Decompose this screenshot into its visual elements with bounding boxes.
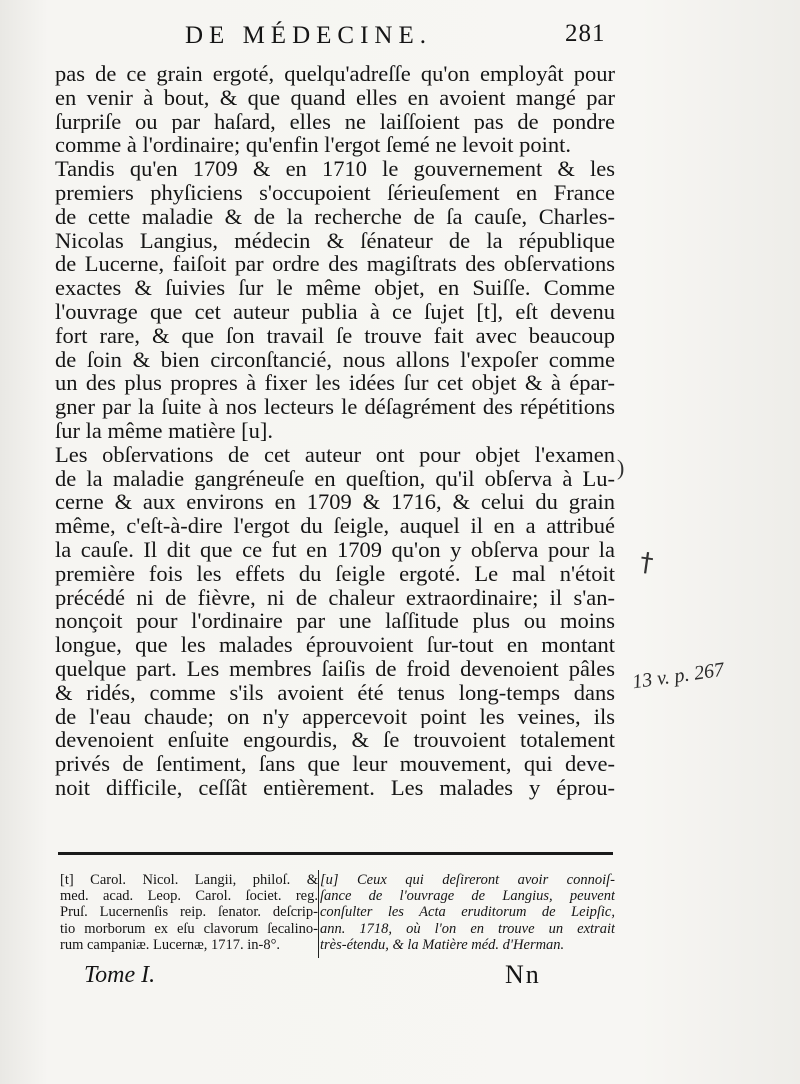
footnote-rule bbox=[58, 852, 613, 855]
body-line: & ridés, comme s'ils avoient été tenus long-temps dans bbox=[55, 680, 615, 705]
body-line: première fois les effets du ſeigle ergoté. Le mal n'étoit bbox=[55, 561, 615, 586]
body-line: ſur la même matière [u]. bbox=[55, 418, 274, 443]
body-line: la cauſe. Il dit que ce fut en 1709 qu'on y obſerva pour la bbox=[55, 537, 615, 562]
margin-note-reference: 13 v. p. 267 bbox=[630, 658, 726, 694]
body-line: privés de ſentiment, ſans que leur mouvement, qui deve- bbox=[55, 752, 615, 776]
body-line: premiers phyſiciens s'occupoient ſérieuſement en France bbox=[55, 180, 615, 205]
footnote-line: rum campaniæ. Lucernæ, 1717. in-8°. bbox=[60, 936, 281, 953]
volume-signature: Tome I. bbox=[84, 962, 156, 988]
margin-bracket-mark: ) bbox=[617, 455, 625, 480]
body-line: gner par la ſuite à nos lecteurs le déſagrément des répétitions bbox=[55, 395, 615, 419]
footnote-t bbox=[60, 872, 318, 953]
footnote-line: [u] Ceux qui deſireront avoir connoiſ- bbox=[320, 872, 615, 888]
body-line: un des plus propres à fixer les idées ſur cet objet & à épar- bbox=[55, 371, 615, 396]
footnote-u bbox=[320, 872, 615, 953]
footnote-line: ann. 1718, où l'on en trouve un extrait bbox=[320, 920, 615, 937]
body-line: de l'eau chaude; on n'y appercevoit point les veines, ils bbox=[55, 704, 615, 729]
body-line: pas de ce grain ergoté, quelqu'adreſſe qu'on employât pour bbox=[55, 62, 615, 86]
body-line: de Lucerne, faiſoit par ordre des magiſtrats des obſervations bbox=[55, 252, 615, 277]
body-line: de ſoin & bien circonſtancié, nous allons l'expoſer comme bbox=[55, 347, 615, 372]
bleed-through-text bbox=[640, 0, 800, 40]
running-title: DE MÉDECINE. bbox=[185, 22, 432, 49]
body-line: même, c'eſt-à-dire l'ergot du ſeigle, auquel il en a attribué bbox=[55, 514, 615, 538]
gathering-signature: Nn bbox=[505, 960, 541, 989]
body-line: Nicolas Langius, médecin & ſénateur de la république bbox=[55, 228, 615, 253]
footnote-line: med. acad. Leop. Carol. ſociet. reg. bbox=[60, 888, 318, 905]
body-line: Tandis qu'en 1709 & en 1710 le gouvernement & les bbox=[55, 157, 615, 181]
body-line: cerne & aux environs en 1709 & 1716, & celui du grain bbox=[55, 490, 615, 515]
body-line: quelque part. Les membres ſaiſis de froid devenoient pâles bbox=[55, 656, 615, 681]
body-line: de la maladie gangréneuſe en queſtion, qu'il obſerva à Lu- bbox=[55, 466, 615, 491]
body-line: comme à l'ordinaire; qu'enfin l'ergot ſemé ne levoit point. bbox=[55, 133, 571, 158]
body-line: devenoient enſuite engourdis, & ſe trouvoient totalement bbox=[55, 728, 615, 753]
footnote-line: [t] Carol. Nicol. Langii, philoſ. & bbox=[60, 872, 318, 888]
footnote-line: tio morborum ex eſu clavorum ſecalino- bbox=[60, 920, 318, 937]
body-line: précédé ni de fièvre, ni de chaleur extraordinaire; il s'an- bbox=[55, 585, 615, 610]
body-line: l'ouvrage que cet auteur publia à ce ſujet [t], eſt devenu bbox=[55, 299, 615, 324]
body-text bbox=[55, 62, 615, 800]
footnote-line: Pruſ. Lucernenſis reip. ſenator. deſcrip- bbox=[60, 904, 318, 921]
body-line: en venir à bout, & que quand elles en avoient mangé par bbox=[55, 85, 615, 110]
body-line: fort rare, & que ſon travail ſe trouve fait avec beaucoup bbox=[55, 323, 615, 348]
footnote-line: conſulter les Acta eruditorum de Leipſic, bbox=[320, 904, 615, 921]
footnote-column-divider bbox=[318, 870, 319, 958]
page-number: 281 bbox=[565, 20, 606, 47]
body-line: noit difficile, ceſſât entièrement. Les malades y éprou- bbox=[55, 775, 615, 800]
body-line: exactes & ſuivies ſur le même objet, en Suiſſe. Comme bbox=[55, 276, 615, 300]
body-line: de cette maladie & de la recherche de ſa cauſe, Charles- bbox=[55, 204, 615, 229]
body-line: Les obſervations de cet auteur ont pour objet l'examen bbox=[55, 442, 615, 467]
body-line: longue, que les malades éprouvoient ſur-tout en montant bbox=[55, 633, 615, 657]
margin-note-cross: † bbox=[637, 547, 656, 579]
body-line: ſurpriſe ou par haſard, elles ne laiſſoient pas de pondre bbox=[55, 109, 615, 134]
footnote-line: ſance de l'ouvrage de Langius, peuvent bbox=[320, 888, 615, 905]
footnote-line: très-étendu, & la Matière méd. d'Herman. bbox=[320, 936, 565, 953]
body-line: nonçoit pour l'ordinaire par une laſſitude plus ou moins bbox=[55, 609, 615, 634]
